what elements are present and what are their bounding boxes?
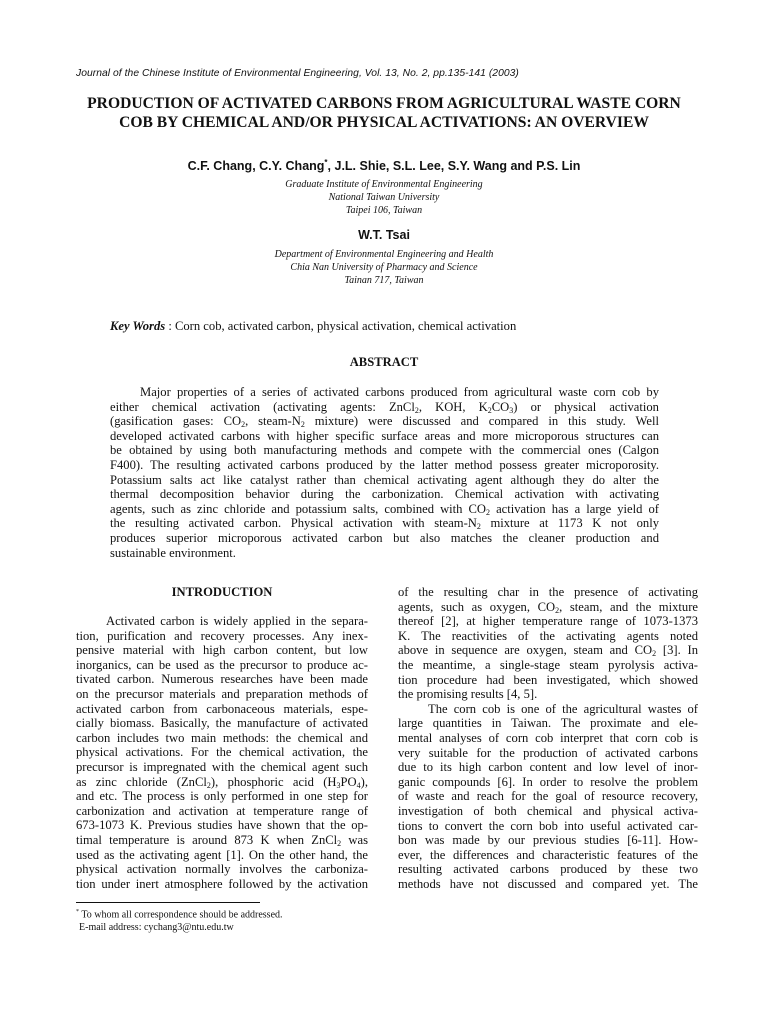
authors-rest: , J.L. Shie, S.L. Lee, S.Y. Wang and P.S. Lin [327,159,581,174]
text-line: of waste and reach for the goal of resource recovery, [398,789,698,804]
text-line: mental analyses of corn cob interpret that corn cob is [398,730,698,745]
second-author: W.T. Tsai [358,228,410,242]
text-line: be obtained by using both manufacturing methods and compete with the commercial ones (Calgon [110,443,659,458]
text-line: methods have not discussed and compared yet. The [398,876,698,891]
text-line: tions to convert the corn bob into useful activated car- [398,818,698,833]
text-line: tion, purification and recovery processes. Any inex- [76,628,368,643]
affiliation-line: Graduate Institute of Environmental Engineering [285,179,483,190]
text-line: the resulting activated carbon. Physical activation with steam-$N_2$ mixture at 1173 K not only [110,516,659,532]
text-line: carbonization and activation at temperature range of [76,803,368,818]
text-line: large quantities in Taiwan. The proximate and ele- [398,716,698,731]
abstract-heading: ABSTRACT [349,355,419,369]
title-line: PRODUCTION OF ACTIVATED CARBONS FROM AGRICULTURAL WASTE CORN [87,95,681,112]
footnote-line [76,906,283,922]
text-line: the promising results [4, 5]. [398,687,538,702]
text-line: timal temperature is around 873 K when ZnCl$_2$ was [76,832,368,848]
text-line: thereof [2], at higher temperature range of 1073-1373 [398,614,698,629]
journal-citation: Journal of the Chinese Institute of Environmental Engineering, Vol. 13, No. 2, pp.135-141 (2003) [76,68,519,79]
text-line: of the resulting char in the presence of activating [398,585,698,599]
text-line: ganic compounds [6]. In order to resolve the problem [398,774,698,789]
affiliation-line: Chia Nan University of Pharmacy and Science [290,262,478,274]
text-line: ever, the differences and characteristic features of the [398,847,698,862]
text-line: as zinc chloride (ZnCl$_2$), phosphoric acid $(H_3PO_4)$, [76,774,368,790]
text-line: Major properties of a series of activated carbons produced from agricultural waste corn cob by [140,385,659,399]
corresponding-mark: * [324,158,328,167]
text-line: precursor is impregnated with the chemical agent such [76,759,368,774]
affiliation-line: National Taiwan University [328,192,440,204]
text-line: investigation of both chemical and physical activa- [398,803,698,818]
text-line: The corn cob is one of the agricultural wastes of [428,701,698,716]
author-list [0,158,768,173]
authors-first: C.F. Chang, C.Y. Chang [187,159,325,174]
text-line: (gasification gases: $CO_2$, steam-$N_2$ mixture) were discussed and compared in this study. Well [110,414,659,430]
footnote [76,906,283,934]
text-line: Activated carbon is widely applied in the separa- [106,614,368,628]
text-line: pensive material with high carbon content, but low [76,643,368,658]
text-line: sustainable environment. [110,545,236,560]
text-line: agents, such as zinc chloride and potassium salts, combined with $CO_2$ activation has a large yield of [110,501,659,517]
text-line: physical activations. For the chemical activation, the [76,745,368,760]
text-line: F400). The resulting activated carbons produced by the latter method possess greater microporosity. [110,457,659,472]
right-column-text [398,585,698,891]
text-line: tion under inert atmosphere followed by the activation [76,876,368,891]
text-line: K. The reactivities of the activating agents noted [398,628,698,643]
text-line: used as the activating agent [1]. On the other hand, the [76,847,368,862]
text-line: due to its high carbon content and low level of inor- [398,760,698,775]
text-line: Potassium salts act like catalyst rather than chemical activating agent although they do alter the [110,472,659,487]
affiliation-1 [0,178,768,218]
text-line: bon was made by our previous studies [6-11]. How- [398,833,698,848]
introduction-heading: INTRODUCTION [171,585,273,599]
text-line: either chemical activation (activating agents: ZnCl$_2$, KOH, $K_2CO_3$) or physical activation [110,399,659,415]
affiliation-2 [0,248,768,288]
keywords-label: Key Words [110,319,166,333]
keywords-text: : Corn cob, activated carbon, physical activation, chemical activation [165,319,517,333]
title-line: COB BY CHEMICAL AND/OR PHYSICAL ACTIVATIONS: AN OVERVIEW [119,114,649,131]
affiliation-line: Tainan 717, Taiwan [344,275,424,287]
text-line: developed activated carbons with higher specific surface areas and more microporous structures can [110,428,659,443]
text-line: carbon includes two main methods: the chemical and [76,730,368,745]
text-line: inorganics, can be used as the precursor to produce ac- [76,657,368,672]
affiliation-line: Taipei 106, Taiwan [345,205,423,217]
left-column-text [76,614,368,891]
keywords [110,319,516,334]
text-line: the meantime, a single-stage steam pyrolysis activa- [398,657,698,672]
text-line: resulting activated carbons produced by these two [398,862,698,877]
paper-title [60,94,708,132]
abstract-body [110,385,659,560]
text-line: tion procedure had been investigated, which showed [398,672,698,687]
text-line: on the precursor materials and preparation methods of [76,686,368,701]
text-line: cially biomass. Basically, the manufacture of activated [76,716,368,731]
text-line: activated carbon from carbonaceous materials, espe- [76,701,368,716]
text-line: physical activation normally involves the carboniza- [76,862,368,877]
text-line: above in sequence are oxygen, steam and $CO_2$ [3]. In [398,643,698,659]
text-line: very suitable for the production of activated carbons [398,745,698,760]
footnote-email: E-mail address: cychang3@ntu.edu.tw [79,921,234,933]
footnote-divider [76,902,260,903]
affiliation-line: Department of Environmental Engineering and Health [274,249,494,260]
footnote-mark: * [76,909,79,915]
footnote-text: To whom all correspondence should be addressed. [79,909,283,921]
text-line: 673-1073 K. Previous studies have shown that the op- [76,818,368,833]
text-line: agents, such as oxygen, $CO_2$, steam, and the mixture [398,599,698,615]
text-line: and etc. The process is only performed in one step for [76,789,368,804]
text-line: produces superior microporous activated carbon but also matches the cleaner production and [110,530,659,545]
text-line: tivated carbon. Numerous researches have been made [76,672,368,687]
text-line: thermal decomposition behavior during the carbonization. Chemical activation with activating [110,487,659,502]
